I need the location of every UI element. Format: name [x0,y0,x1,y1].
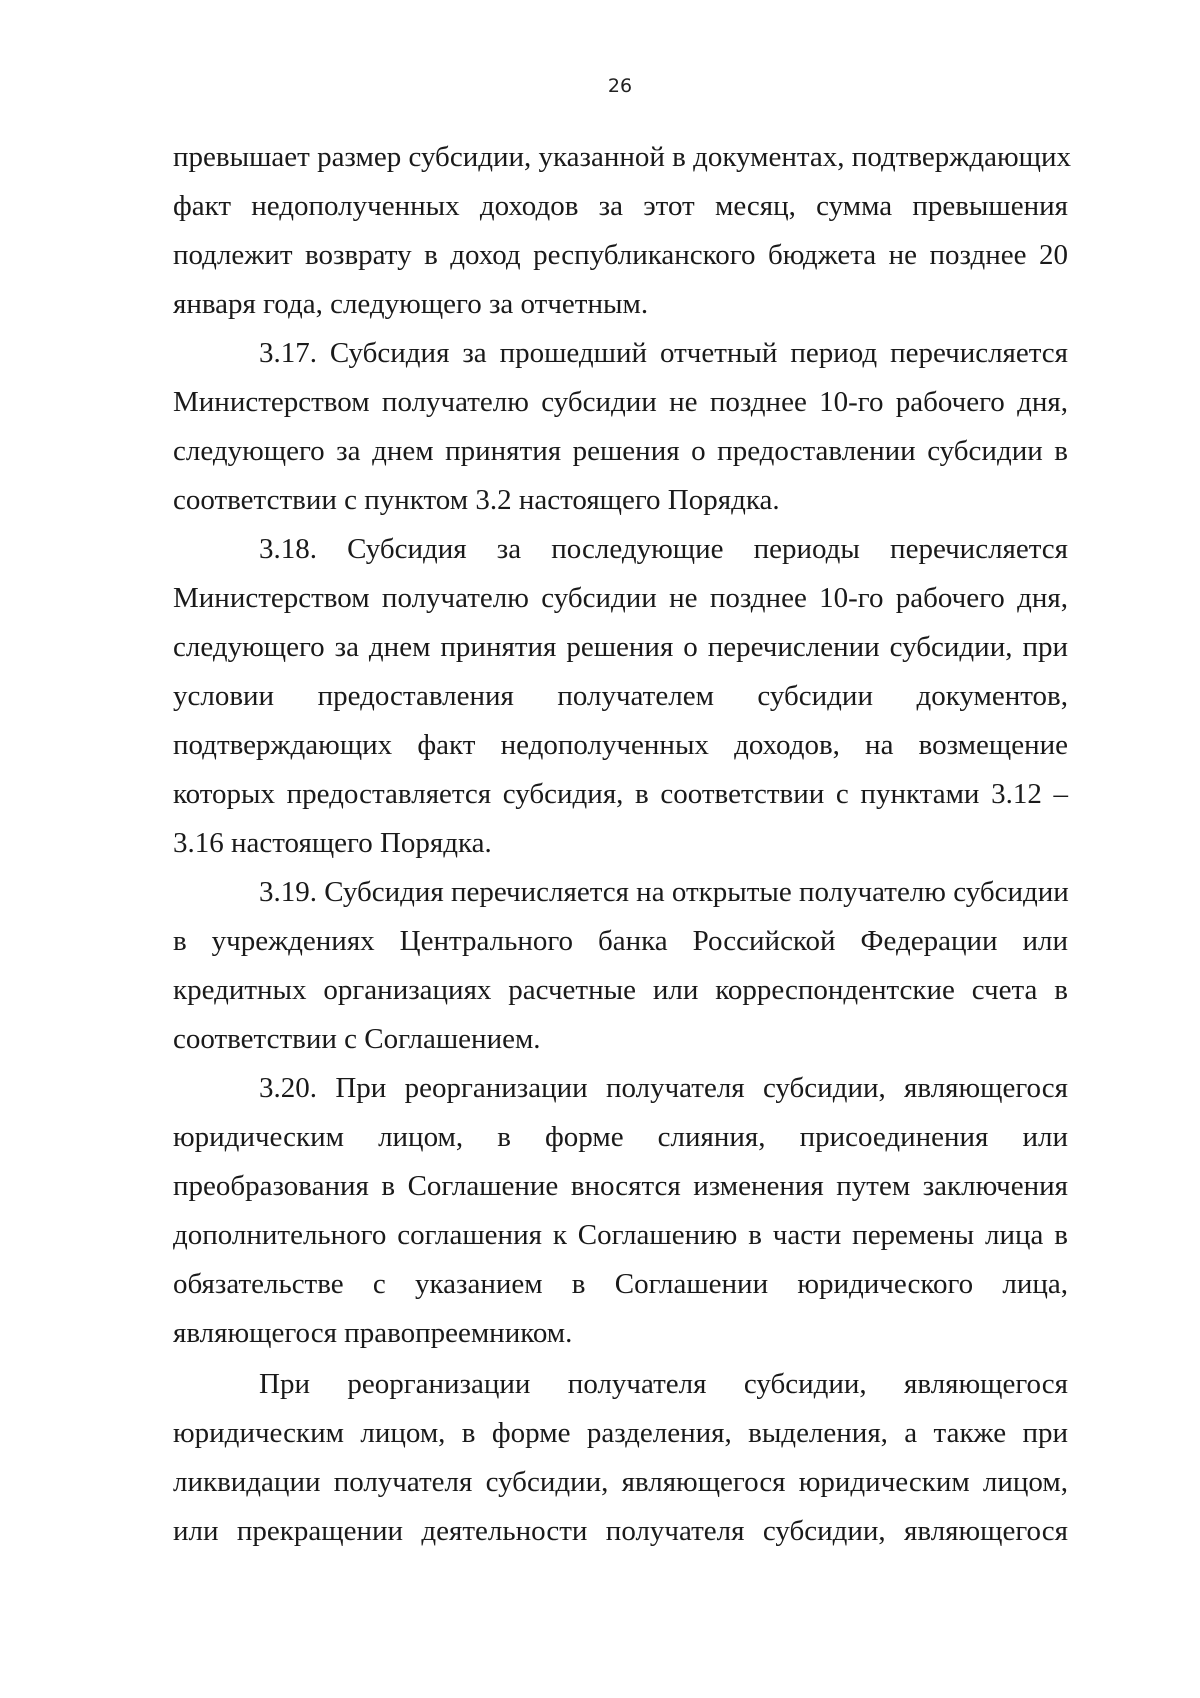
text-line: обязательстве с указанием в Соглашении юридического лица, [173,1268,1068,1300]
paragraph-reorganization [173,1360,1068,1556]
document-body [173,133,1071,1556]
text-line: соответствии с Соглашением. [173,1023,541,1055]
text-line: кредитных организациях расчетные или корреспондентские счета в [173,974,1068,1006]
text-line: следующего за днем принятия решения о перечислении субсидии, при [173,631,1068,663]
text-line: факт недополученных доходов за этот месяц, сумма превышения [173,190,1068,222]
text-line: дополнительного соглашения к Соглашению в части перемены лица в [173,1219,1068,1251]
text-line: соответствии с пунктом 3.2 настоящего Порядка. [173,484,780,516]
text-line: 3.17. Субсидия за прошедший отчетный период перечисляется [259,337,1068,369]
text-line: 3.19. Субсидия перечисляется на открытые получателю субсидии [259,876,1069,908]
text-line: При реорганизации получателя субсидии, являющегося [259,1368,1068,1400]
text-line: 3.18. Субсидия за последующие периоды перечисляется [259,533,1068,565]
text-line: января года, следующего за отчетным. [173,288,649,320]
paragraph-3-20 [173,1064,1068,1358]
text-line: преобразования в Соглашение вносятся изменения путем заключения [173,1170,1068,1202]
text-line: ликвидации получателя субсидии, являющегося юридическим лицом, [173,1466,1068,1498]
text-line: Министерством получателю субсидии не позднее 10-го рабочего дня, [173,386,1068,418]
text-line: юридическим лицом, в форме слияния, присоединения или [173,1121,1068,1153]
page-number: 26 [607,75,633,97]
text-line: 3.20. При реорганизации получателя субсидии, являющегося [259,1072,1068,1104]
text-line: подтверждающих факт недополученных доходов, на возмещение [173,729,1068,761]
paragraph-3-17 [173,329,1068,525]
text-line: подлежит возврату в доход республиканского бюджета не позднее 20 [173,239,1068,271]
text-line: превышает размер субсидии, указанной в документах, подтверждающих [173,141,1071,173]
text-line: 3.16 настоящего Порядка. [173,827,492,859]
paragraph-3-19 [173,868,1068,1064]
text-line: Министерством получателю субсидии не позднее 10-го рабочего дня, [173,582,1068,614]
text-line: или прекращении деятельности получателя субсидии, являющегося [173,1515,1068,1547]
paragraph-continuation [173,133,1071,329]
text-line: юридическим лицом, в форме разделения, выделения, а также при [173,1417,1068,1449]
text-line: являющегося правопреемником. [173,1317,573,1349]
text-line: условии предоставления получателем субсидии документов, [173,680,1068,712]
paragraph-3-18 [173,525,1068,868]
text-line: следующего за днем принятия решения о предоставлении субсидии в [173,435,1068,467]
text-line: которых предоставляется субсидия, в соответствии с пунктами 3.12 – [173,778,1068,810]
text-line: в учреждениях Центрального банка Российской Федерации или [173,925,1068,957]
